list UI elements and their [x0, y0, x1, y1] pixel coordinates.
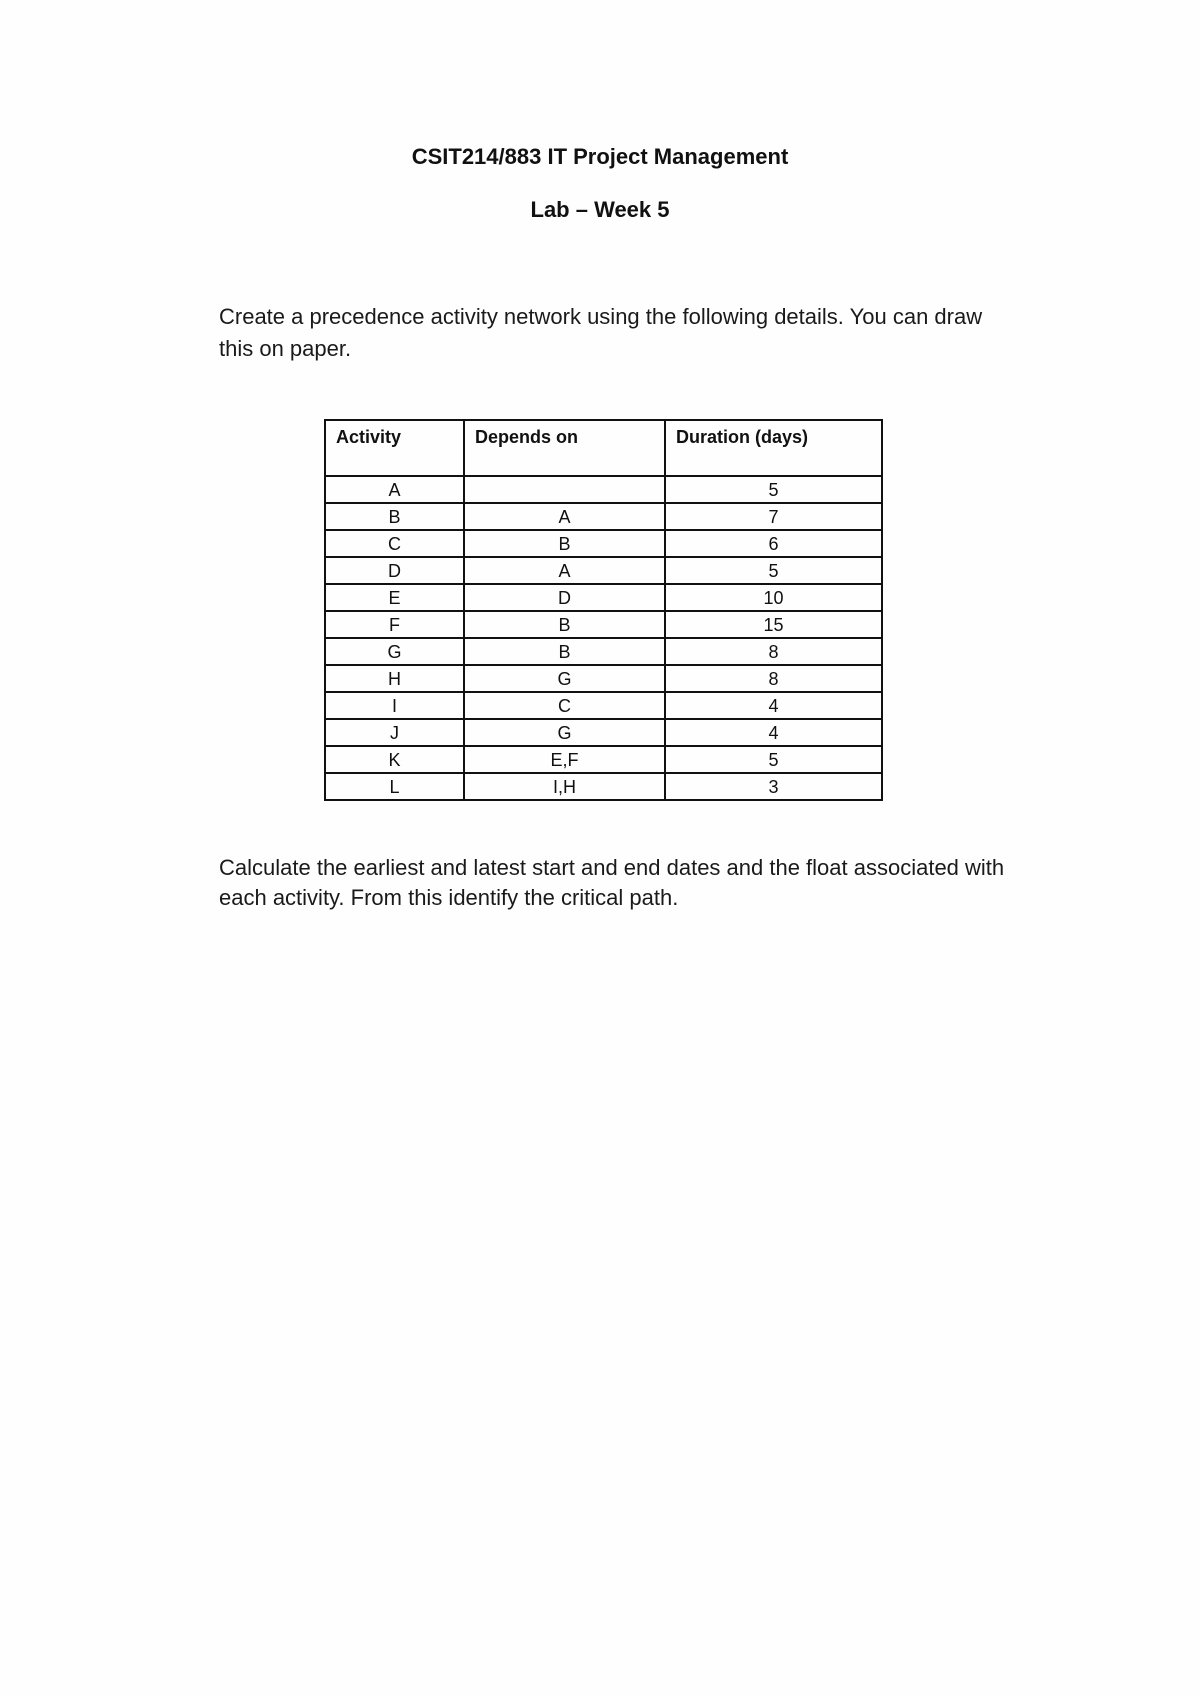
cell-duration: 15 [665, 611, 882, 638]
header-duration: Duration (days) [665, 420, 882, 476]
table-row [325, 773, 882, 800]
cell-duration: 7 [665, 503, 882, 530]
cell-duration: 5 [665, 476, 882, 503]
cell-activity: I [325, 692, 464, 719]
cell-activity: F [325, 611, 464, 638]
cell-activity: A [325, 476, 464, 503]
activity-table [324, 419, 883, 801]
cell-duration: 8 [665, 665, 882, 692]
cell-activity: H [325, 665, 464, 692]
cell-depends-on: C [464, 692, 665, 719]
table-row [325, 719, 882, 746]
cell-depends-on: E,F [464, 746, 665, 773]
cell-depends-on: B [464, 638, 665, 665]
cell-duration: 10 [665, 584, 882, 611]
outro-paragraph: Calculate the earliest and latest start and end dates and the float associated with each activity. From this identify the critical path. [219, 855, 1005, 910]
table-row [325, 584, 882, 611]
cell-depends-on: B [464, 530, 665, 557]
cell-duration: 6 [665, 530, 882, 557]
cell-activity: K [325, 746, 464, 773]
cell-activity: C [325, 530, 464, 557]
cell-activity: B [325, 503, 464, 530]
table-row [325, 638, 882, 665]
cell-activity: G [325, 638, 464, 665]
cell-activity: D [325, 557, 464, 584]
table-row [325, 503, 882, 530]
document-subtitle: Lab – Week 5 [530, 197, 670, 222]
cell-activity: E [325, 584, 464, 611]
table-header-row [325, 420, 882, 476]
document-title: CSIT214/883 IT Project Management [411, 144, 789, 169]
cell-depends-on: A [464, 503, 665, 530]
table-row [325, 746, 882, 773]
intro-paragraph: Create a precedence activity network using the following details. You can draw this on paper. [219, 304, 983, 361]
table-row [325, 665, 882, 692]
table-row [325, 692, 882, 719]
header-depends-on: Depends on [464, 420, 665, 476]
table-row [325, 611, 882, 638]
cell-duration: 4 [665, 719, 882, 746]
cell-depends-on: B [464, 611, 665, 638]
table-row [325, 476, 882, 503]
cell-depends-on: D [464, 584, 665, 611]
cell-duration: 3 [665, 773, 882, 800]
cell-duration: 4 [665, 692, 882, 719]
cell-depends-on: I,H [464, 773, 665, 800]
cell-depends-on: G [464, 719, 665, 746]
table-row [325, 557, 882, 584]
cell-duration: 8 [665, 638, 882, 665]
cell-activity: L [325, 773, 464, 800]
cell-activity: J [325, 719, 464, 746]
cell-depends-on [464, 476, 665, 503]
cell-depends-on: G [464, 665, 665, 692]
table-body [325, 476, 882, 800]
table-row [325, 530, 882, 557]
cell-depends-on: A [464, 557, 665, 584]
cell-duration: 5 [665, 557, 882, 584]
header-activity: Activity [325, 420, 464, 476]
cell-duration: 5 [665, 746, 882, 773]
